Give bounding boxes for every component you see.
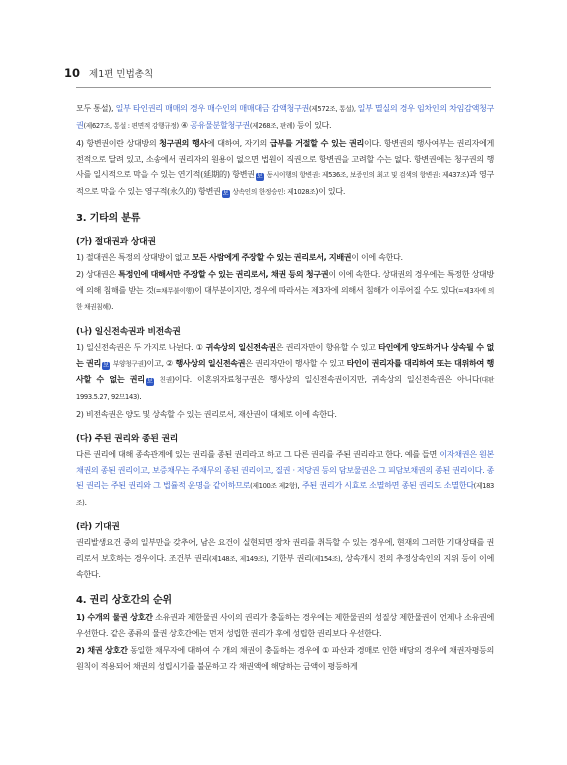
text-run: 공유물분할청구권 <box>190 119 250 130</box>
text-run: 일부 타인권리 매매의 경우 매수인의 매매대금 감액청구권 <box>115 103 309 113</box>
text-run: 이 대부분이지만, 경우에 따라서는 제3자에 의해서 침해가 이루어질 수도 있다 <box>194 284 456 295</box>
text-run: 다른 권리에 대해 종속관계에 있는 권리를 종된 권리라고 하고 그 다른 권리를 주된 권리라고 한다. 예를 들면 <box>76 448 440 459</box>
text-run: 등이 있다. <box>294 119 332 130</box>
paragraph <box>76 407 494 423</box>
text-run: 4) 항변권이란 상대방의 <box>76 138 160 149</box>
text-run: 행사상의 일신전속권 <box>175 357 246 368</box>
text-run: (라) 기대권 <box>76 522 120 533</box>
text-run: 1) 절대권은 특정의 상대방이 없고 <box>76 251 192 262</box>
text-run: 상속인의 한정승인: 제1028조 <box>230 187 316 196</box>
text-run: 일부 멸실의 경우 임차인의 차임감액청구권 <box>76 103 494 130</box>
paragraph <box>76 250 494 266</box>
text-run: 급부를 거절할 수 있는 권리 <box>269 138 364 149</box>
text-run: 은 권리자만이 행사할 수 있고 <box>245 357 347 368</box>
text-run: 1) 수개의 물권 상호간 <box>76 612 153 623</box>
text-run: 동시이행의 항변권: <box>264 171 320 180</box>
subsection-heading <box>76 432 494 447</box>
page-number: 10 <box>64 66 81 80</box>
text-run: (제627조, 통설 : 편면적 강행규정) <box>83 121 179 130</box>
text-run: (제183조) <box>76 482 495 507</box>
text-run: (다) 주된 권리와 종된 권리 <box>76 433 179 444</box>
text-run: 소유권과 제한물권 사이의 권리가 충돌하는 경우에는 제한물권의 성질상 제한물권이 언제나 소유권에 우선한다. 같은 종류의 물권 상호간에는 먼저 성립한 권리가 후에 성립한 권리보다 우선한다. <box>76 612 494 638</box>
text-run: 제536조, 보증인의 최고 및 검색의 항변권: 제437조 <box>319 171 467 180</box>
text-run: , <box>297 480 302 491</box>
document-body <box>76 101 494 674</box>
text-run: . <box>110 301 114 312</box>
text-run: 1) 일신전속권은 두 가지로 나뉜다. ① <box>76 341 206 352</box>
badge-icon: 보 <box>256 173 263 181</box>
paragraph <box>76 101 494 134</box>
text-run: 이 이에 속한다. <box>351 251 403 262</box>
badge-icon: 보 <box>146 378 153 386</box>
subsection-heading <box>76 520 494 535</box>
text-run: (=제3자에 의한 채권침해) <box>76 286 494 312</box>
text-run: (대판 1993.5.27, 92므143) <box>76 376 494 401</box>
text-run: (가) 절대권과 상대권 <box>76 236 156 247</box>
text-run: 2) 채권 상호간 <box>76 645 128 656</box>
text-run: 특정인에 대해서만 주장할 수 있는 권리로서, 채권 등의 청구권 <box>118 269 329 280</box>
text-run: (제572조, 통설), <box>308 105 358 113</box>
text-run: 타인에게 양도하거나 상속될 수 없는 권리 <box>76 341 495 368</box>
text-run: 청구권의 행사 <box>159 138 207 149</box>
text-run: 4. 권리 상호간의 순위 <box>76 595 172 607</box>
paragraph <box>76 535 494 583</box>
paragraph <box>76 340 494 405</box>
text-run: . <box>84 496 87 507</box>
text-run: 모든 사람에게 주장할 수 있는 권리로서, 지배권 <box>191 251 352 262</box>
text-run: 부양청구권 <box>111 359 144 368</box>
text-run: 3. 기타의 분류 <box>76 212 141 224</box>
text-run: 2) 상대권은 <box>76 269 119 280</box>
text-run: ④ <box>178 119 191 130</box>
paragraph <box>76 267 494 316</box>
text-run: 이 이에 속한다. 상대권의 경우에는 특정한 상대방에 의해 침해를 받는 것 <box>76 269 494 295</box>
paragraph <box>76 610 494 641</box>
text-run: (=채무불이행) <box>153 286 195 295</box>
text-run: 귀속상의 일신전속권 <box>205 341 276 352</box>
text-run: 이자채권은 원본채권의 종된 권리이고, 보증채무는 주채무의 종된 권리이고, 질권 · 저당권 등의 담보물권은 그 피담보채권의 종된 권리이다. 종된 권리는 주된 권리와 그 법률적 운명을 같이하므로 <box>76 448 494 491</box>
part-title: 제1편 민법총칙 <box>89 69 154 80</box>
text-run: (제268조, 판례) <box>249 121 295 130</box>
text-run: )이 있다. <box>315 185 346 196</box>
paragraph <box>76 136 494 200</box>
text-run: )이다. 이혼위자료청구권은 행사상의 일신전속권이지만, 귀속상의 일신전속권은 아니다 <box>171 374 480 385</box>
running-header <box>64 66 153 82</box>
text-run: 2) 비전속권은 양도 및 상속할 수 있는 권리로서, 재산권이 대체로 이에 속한다. <box>76 409 337 420</box>
text-run: (제148조, 제149조) <box>209 554 267 563</box>
text-run: 친권 <box>154 376 172 385</box>
text-run: (제100조 제2항) <box>250 482 298 491</box>
text-run: (제154조) <box>311 554 341 563</box>
badge-icon: 보 <box>103 361 109 369</box>
paragraph <box>76 447 494 511</box>
section-heading <box>76 594 494 608</box>
text-run: 타인이 권리자를 대리하여 또는 대위하여 행사할 수 없는 권리 <box>76 357 494 385</box>
header-rule <box>76 87 491 88</box>
text-run: , 기한부 권리 <box>266 552 312 563</box>
text-run: 모두 통설), <box>76 103 116 113</box>
text-run: 권리발생요건 중의 일부만을 갖추어, 남은 요건이 실현되면 장차 권리를 취득할 수 있는 경우에, 현재의 그러한 기대상태를 권리로서 보호하는 경우이다. 조건부 권리 <box>76 537 494 563</box>
badge-icon: 보 <box>222 189 229 197</box>
text-run: 주된 권리가 시효로 소멸하면 종된 권리도 소멸한다 <box>302 480 474 491</box>
text-run: )이고, ② <box>143 357 176 368</box>
text-run: , 상속개시 전의 추정상속인의 지위 등이 이에 속한다. <box>76 552 494 580</box>
text-run: (나) 일신전속권과 비전속권 <box>76 326 181 337</box>
text-run: . <box>139 390 142 401</box>
text-run: 이다. 항변권의 행사여부는 권리자에게 전적으로 달려 있고, 소송에서 권리자의 원용이 없으면 법원이 직권으로 항변권을 고려할 수는 없다. 항변권에는 청구권의 행사를 일시적으로 막을 수 있는 연기적(延期的) 항변권 <box>76 138 495 180</box>
paragraph <box>76 643 494 674</box>
text-run: )과 영구적으로 막을 수 있는 영구적(永久的) 항변권 <box>76 169 494 196</box>
text-run: 에 대하여, 자기의 <box>206 138 270 149</box>
text-run: 동일한 채무자에 대하여 수 개의 채권이 충돌하는 경우에 ① 파산과 경매로 인한 배당의 경우에 채권자평등의 원칙이 적용되어 채권의 성립시기를 불문하고 각 채권액에 해당하는 금액이 평등하게 <box>76 645 494 671</box>
subsection-heading <box>76 325 494 340</box>
text-run: 은 권리자만이 향유할 수 있고 <box>275 341 379 352</box>
subsection-heading <box>76 235 494 250</box>
section-heading <box>76 212 494 226</box>
